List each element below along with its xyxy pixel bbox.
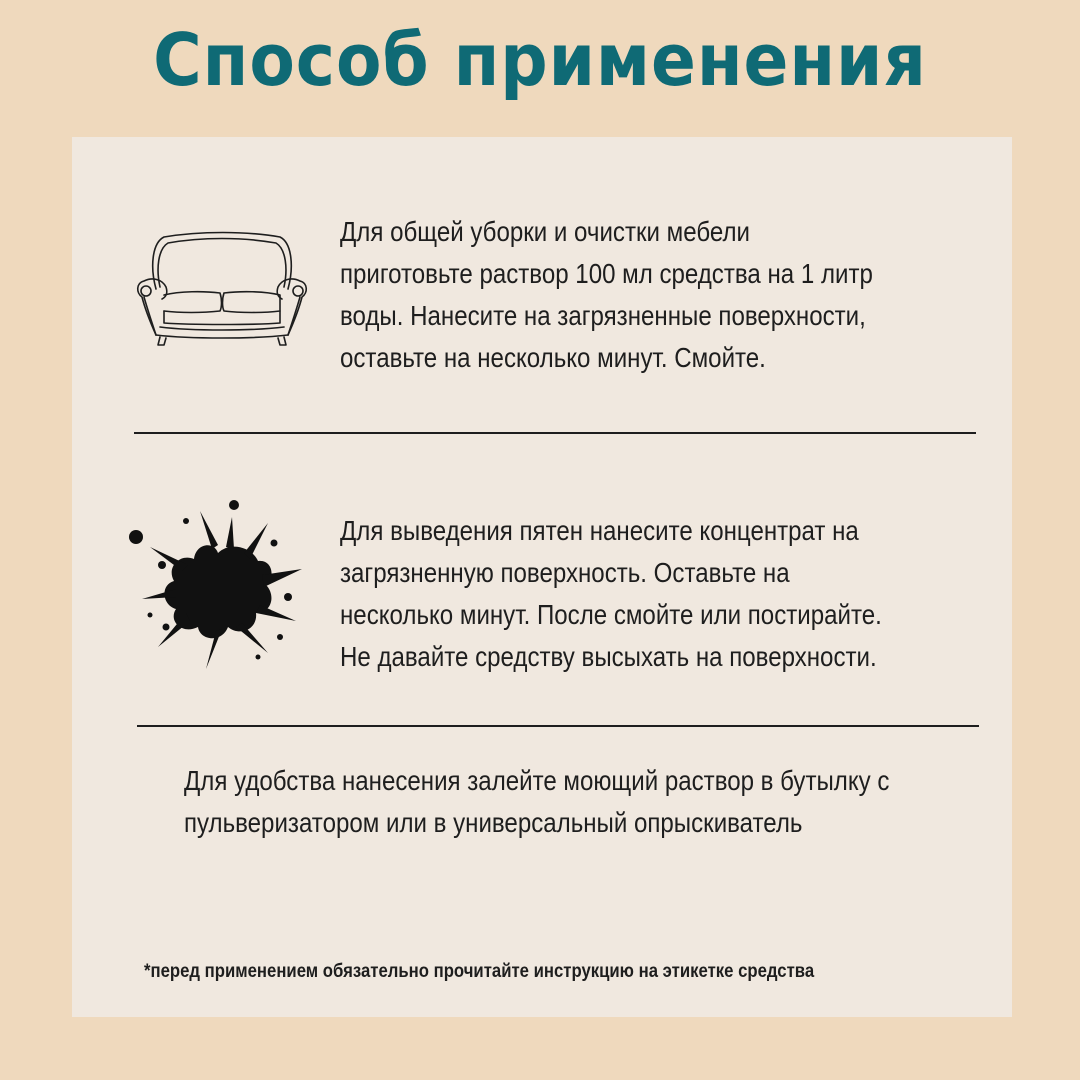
instruction-line: оставьте на несколько минут. Смойте. <box>340 342 766 373</box>
instruction-line: Для общей уборки и очистки мебели <box>340 216 750 247</box>
footnote: *перед применением обязательно прочитайте инструкцию на этикетке средства <box>144 961 815 982</box>
sofa-icon <box>130 227 314 349</box>
instruction-line: воды. Нанесите на загрязненные поверхности, <box>340 300 866 331</box>
instruction-line: пульверизатором или в универсальный опрыскиватель <box>184 807 803 838</box>
page-title: Способ применения <box>153 18 927 102</box>
instructions-card <box>72 137 1012 1017</box>
instruction-line: несколько минут. После смойте или постирайте. <box>340 599 882 630</box>
instruction-line: приготовьте раствор 100 мл средства на 1 литр <box>340 258 873 289</box>
divider <box>134 432 976 434</box>
instruction-spray-bottle <box>184 760 889 844</box>
instruction-general-cleaning <box>340 211 873 379</box>
instruction-line: загрязненную поверхность. Оставьте на <box>340 557 790 588</box>
instruction-line: Не давайте средству высыхать на поверхности. <box>340 641 877 672</box>
divider <box>137 725 979 727</box>
instruction-stain-removal <box>340 510 882 678</box>
stain-splat-icon <box>126 497 306 673</box>
instruction-line: Для выведения пятен нанесите концентрат на <box>340 515 859 546</box>
instruction-line: Для удобства нанесения залейте моющий раствор в бутылку с <box>184 765 890 796</box>
